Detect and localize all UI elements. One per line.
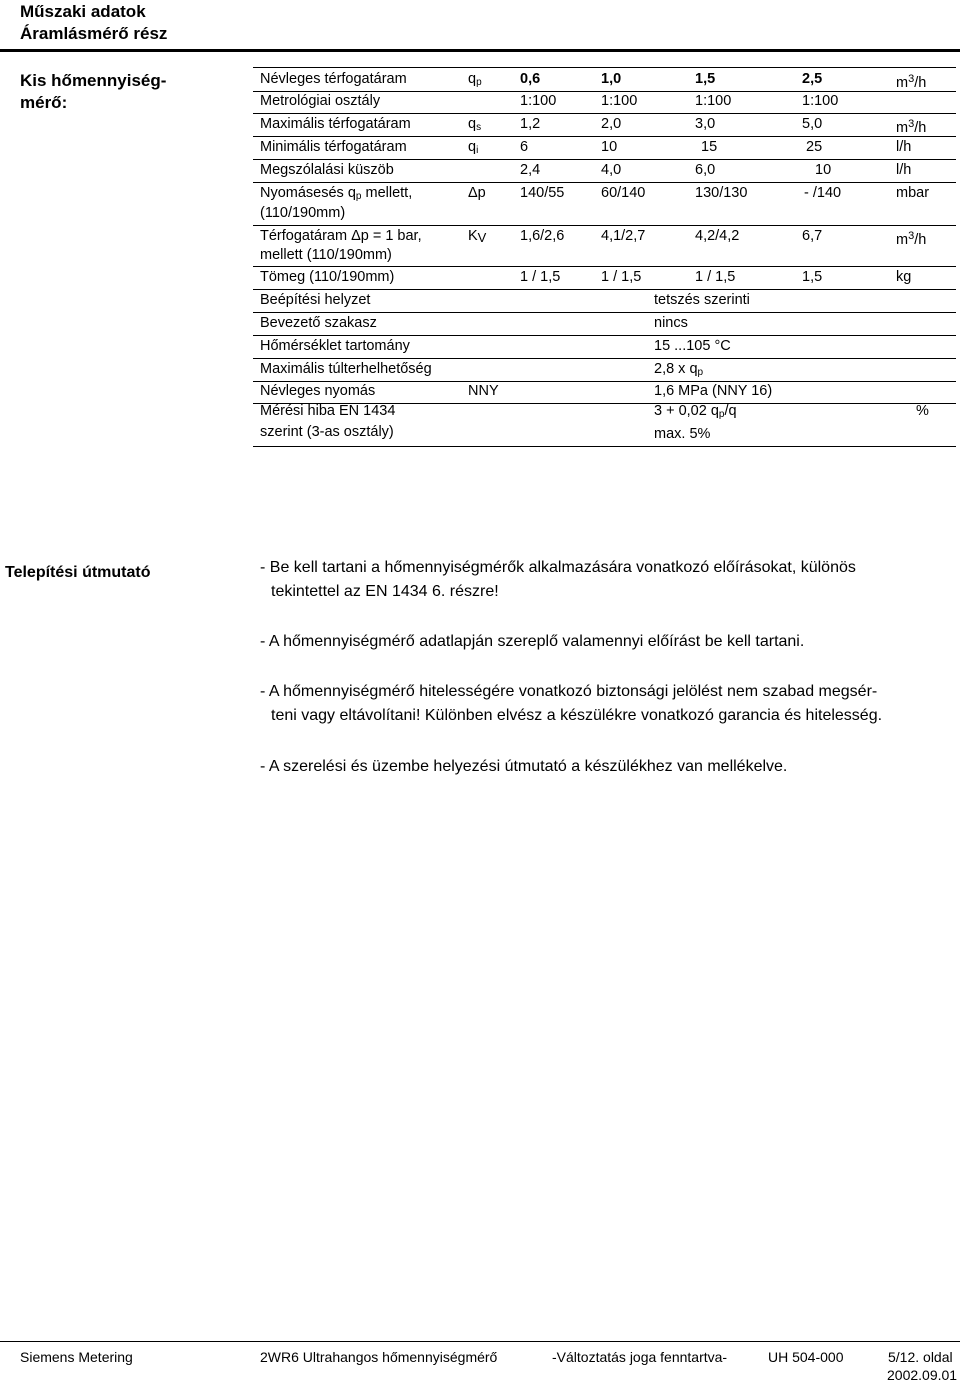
value-col2: 10 xyxy=(601,139,618,155)
row-label: Tömeg (110/190mm) xyxy=(260,269,395,285)
table-row xyxy=(253,290,956,313)
value-col2: 4,1/2,7 xyxy=(601,228,646,244)
row-value: nincs xyxy=(654,315,688,331)
value-col4: 25 xyxy=(806,139,823,155)
value-col4: 10 xyxy=(815,162,832,178)
row-unit: $m^3/h$ xyxy=(896,230,927,248)
value-col1: 1:100 xyxy=(520,93,557,109)
footer-page-number: 5/12. oldal xyxy=(888,1349,953,1365)
row-label: Névleges nyomás xyxy=(260,383,376,399)
value-col4: 6,7 xyxy=(802,228,823,244)
row-label: Maximális túlterhelhetőség xyxy=(260,361,432,377)
footer-company: Siemens Metering xyxy=(20,1349,133,1365)
footer-rule xyxy=(0,1341,960,1342)
value-col2: 2,0 xyxy=(601,116,622,132)
value-col1: 0,6 xyxy=(520,71,541,87)
table-row xyxy=(253,67,956,92)
value-col2: 1 / 1,5 xyxy=(601,269,642,285)
table-row xyxy=(253,160,956,183)
row-label: Maximális térfogatáram xyxy=(260,116,411,132)
row-value: 3 + 0,02 $q_p/q$ xyxy=(654,403,737,420)
row-value-line2: max. 5% xyxy=(654,426,711,442)
value-col3: 6,0 xyxy=(695,162,716,178)
value-col3: 1 / 1,5 xyxy=(695,269,736,285)
value-col2: 1:100 xyxy=(601,93,638,109)
footer-notice: -Változtatás joga fenntartva- xyxy=(552,1349,728,1365)
row-symbol: NNY xyxy=(468,383,499,399)
table-row xyxy=(253,91,956,114)
row-unit: $m^3/h$ xyxy=(896,118,927,136)
value-col2: 60/140 xyxy=(601,185,646,201)
installation-title: Telepítési útmutató xyxy=(5,564,151,581)
section-title: Kis hőmennyiség-mérő: xyxy=(20,71,167,112)
value-col4: 2,5 xyxy=(802,71,823,87)
row-value: 15 ...105 °C xyxy=(654,338,731,354)
value-col2: 1,0 xyxy=(601,71,622,87)
row-label: Metrológiai osztály xyxy=(260,93,381,109)
value-col2: 4,0 xyxy=(601,162,622,178)
value-col4: 1,5 xyxy=(802,269,823,285)
paragraph-line: - A hőmennyiségmérő adatlapján szereplő valamennyi előírást be kell tartani. xyxy=(260,633,805,650)
table-row xyxy=(253,336,956,359)
value-col1: 140/55 xyxy=(520,185,565,201)
footer-date: 2002.09.01 xyxy=(887,1367,958,1383)
value-col3: 4,2/4,2 xyxy=(695,228,740,244)
paragraph-line: tekintettel az EN 1434 6. részre! xyxy=(271,583,499,600)
row-label: Megszólalási küszöb xyxy=(260,162,394,178)
value-col4: - /140 xyxy=(804,185,842,201)
footer-product: 2WR6 Ultrahangos hőmennyiségmérő xyxy=(260,1349,498,1365)
installation-paragraph xyxy=(260,755,787,779)
value-col1: 1,6/2,6 xyxy=(520,228,565,244)
row-label: Névleges térfogatáram xyxy=(260,71,407,87)
paragraph-line: - A szerelési és üzembe helyezési útmutató a készülékhez van mellékelve. xyxy=(260,758,788,775)
row-unit: l/h xyxy=(896,162,912,178)
row-label-line2: szerint (3-as osztály) xyxy=(260,424,394,440)
paragraph-line: teni vagy eltávolítani! Különben elvész a készülékre vonatkozó garancia és hitelesség. xyxy=(271,707,883,724)
row-unit: kg xyxy=(896,269,912,285)
row-value: tetszés szerinti xyxy=(654,292,750,308)
table-row xyxy=(253,359,956,382)
row-symbol: Δp xyxy=(468,185,486,201)
row-label-line2: mellett (110/190mm) xyxy=(260,247,392,263)
row-unit: $m^3/h$ xyxy=(896,73,927,91)
installation-paragraph xyxy=(260,630,804,654)
value-col4: 1:100 xyxy=(802,93,839,109)
row-label-line2: (110/190mm) xyxy=(260,205,346,221)
row-value: 1,6 MPa (NNY 16) xyxy=(654,383,773,399)
value-col1: 1,2 xyxy=(520,116,541,132)
row-symbol: $q_p$ xyxy=(468,71,482,88)
value-col3: 1,5 xyxy=(695,71,716,87)
page-title: Műszaki adatok xyxy=(20,2,146,21)
row-label: Beépítési helyzet xyxy=(260,292,371,308)
row-symbol: $K_V$ xyxy=(468,228,487,245)
value-col1: 6 xyxy=(520,139,529,155)
table-row xyxy=(253,137,956,160)
value-col3: 1:100 xyxy=(695,93,732,109)
value-col4: 5,0 xyxy=(802,116,823,132)
paragraph-line: - A hőmennyiségmérő hitelességére vonatkozó biztonsági jelölést nem szabad megsér- xyxy=(260,683,878,700)
value-col1: 2,4 xyxy=(520,162,541,178)
row-label: Hőmérséklet tartomány xyxy=(260,338,410,354)
table-row xyxy=(253,404,956,447)
row-label: Mérési hiba EN 1434 xyxy=(260,403,396,419)
row-label: Nyomásesés $q_p$ mellett, xyxy=(260,185,413,202)
row-unit: mbar xyxy=(896,185,930,201)
table-row xyxy=(253,267,956,290)
value-col3: 130/130 xyxy=(695,185,748,201)
row-unit: l/h xyxy=(896,139,912,155)
installation-paragraph xyxy=(260,680,882,728)
installation-paragraph xyxy=(260,556,856,604)
table-row xyxy=(253,226,956,267)
table-row xyxy=(253,313,956,336)
row-label: Minimális térfogatáram xyxy=(260,139,407,155)
row-unit: % xyxy=(916,403,929,419)
page-subtitle: Áramlásmérő rész xyxy=(20,24,168,43)
value-col1: 1 / 1,5 xyxy=(520,269,561,285)
header-rule xyxy=(0,49,960,52)
table-row xyxy=(253,183,956,226)
row-label: Bevezető szakasz xyxy=(260,315,377,331)
value-col3: 15 xyxy=(701,139,718,155)
footer-doc-number: UH 504-000 xyxy=(768,1349,844,1365)
row-value: 2,8 x $q_p$ xyxy=(654,361,704,378)
row-label: Térfogatáram Δp = 1 bar, xyxy=(260,228,422,244)
row-symbol: $q_s$ xyxy=(468,116,482,133)
paragraph-line: - Be kell tartani a hőmennyiségmérők alkalmazására vonatkozó előírásokat, különös xyxy=(260,559,856,576)
table-row xyxy=(253,114,956,137)
value-col3: 3,0 xyxy=(695,116,716,132)
row-symbol: $q_i$ xyxy=(468,139,479,156)
